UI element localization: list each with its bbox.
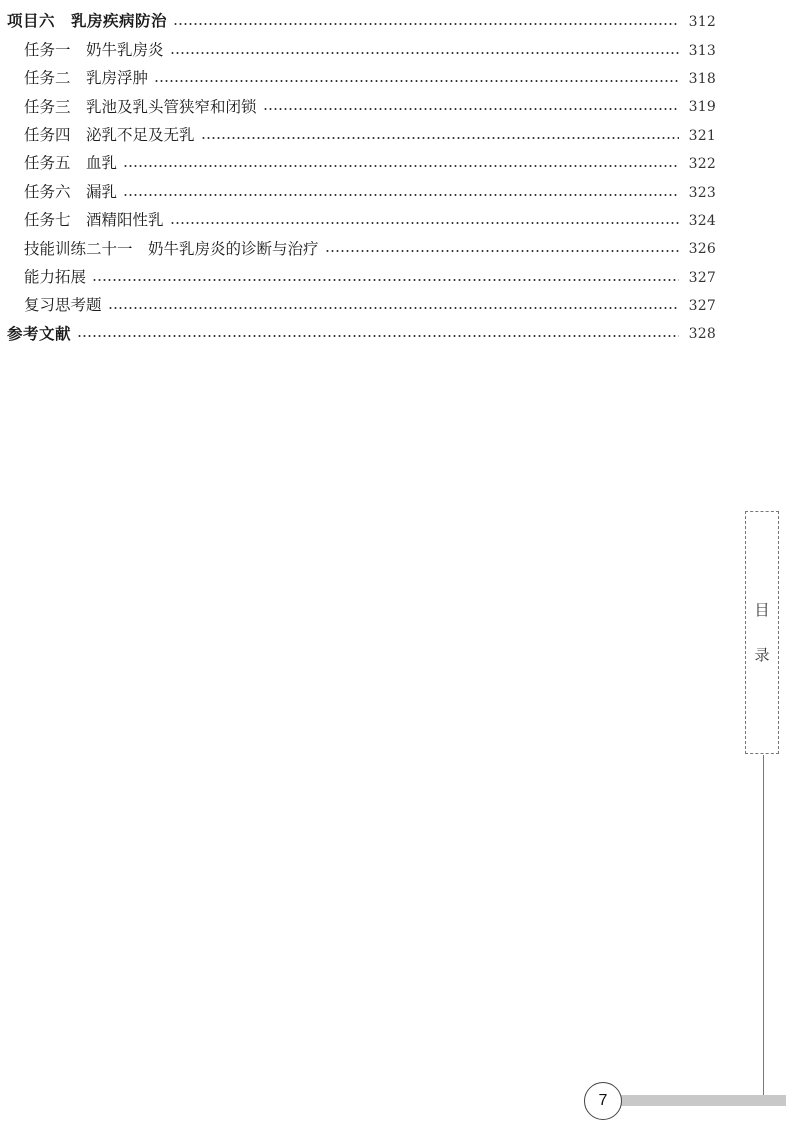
toc-entry-label: 任务三 乳池及乳头管狭窄和闭锁: [24, 97, 257, 116]
toc-entry-label: 任务二 乳房浮肿: [24, 69, 149, 88]
footer-bar: [612, 1095, 786, 1106]
dot-leader: [173, 23, 679, 25]
toc-entry-page: 326: [688, 241, 716, 258]
toc-entry-skill-training-21[interactable]: [0, 235, 716, 263]
toc-entry-chapter-6[interactable]: [0, 8, 716, 36]
toc-entry-label: 技能训练二十一 奶牛乳房炎的诊断与治疗: [24, 239, 319, 258]
dot-leader: [123, 165, 679, 167]
toc-entry-page: 323: [688, 184, 716, 201]
toc-entry-task-2[interactable]: [0, 65, 716, 93]
toc-entry-label: 任务五 血乳: [24, 154, 118, 173]
dot-leader: [201, 137, 679, 139]
toc-entry-task-4[interactable]: [0, 122, 716, 150]
dot-leader: [263, 108, 679, 110]
toc-entry-label: 任务六 漏乳: [24, 182, 118, 201]
side-tab-char: 目: [754, 600, 770, 619]
toc-entry-page: 324: [688, 212, 716, 229]
toc-entry-label: 任务一 奶牛乳房炎: [24, 40, 164, 59]
toc-entry-task-5[interactable]: [0, 150, 716, 178]
dot-leader: [92, 279, 679, 281]
toc-entry-label: 任务四 泌乳不足及无乳: [24, 126, 195, 144]
toc-entry-page: 322: [688, 156, 716, 173]
dot-leader: [123, 194, 679, 196]
dot-leader: [170, 52, 679, 54]
toc-entry-page: 328: [688, 326, 716, 343]
dot-leader: [77, 335, 679, 337]
dot-leader: [325, 250, 679, 252]
page-number-badge: [584, 1082, 622, 1120]
toc-entry-page: 318: [688, 70, 716, 87]
toc-entry-page: 319: [688, 99, 716, 116]
dot-leader: [108, 307, 679, 309]
toc-entry-page: 321: [688, 127, 716, 144]
side-vertical-rule: [763, 755, 764, 1097]
dot-leader: [170, 222, 679, 224]
toc-entry-page: 327: [688, 269, 716, 286]
toc-entry-label: 复习思考题: [24, 296, 102, 315]
side-tab-char: 录: [754, 645, 770, 664]
toc-entry-label: 任务七 酒精阳性乳: [24, 211, 164, 230]
toc-entry-ability-extension[interactable]: [0, 264, 716, 292]
toc-entry-task-7[interactable]: [0, 207, 716, 235]
toc-entry-label: 参考文献: [7, 324, 72, 343]
toc-entry-page: 327: [688, 298, 716, 315]
toc-entry-label: 项目六 乳房疾病防治: [7, 12, 168, 31]
toc-entry-task-1[interactable]: [0, 36, 716, 64]
toc-entry-page: 312: [688, 14, 716, 31]
toc-entry-label: 能力拓展: [24, 267, 87, 286]
side-section-tab: [745, 511, 779, 754]
toc-entry-review-questions[interactable]: [0, 292, 716, 320]
table-of-contents: [0, 8, 716, 349]
toc-entry-page: 313: [688, 42, 716, 59]
page-number: 7: [598, 1092, 608, 1109]
dot-leader: [154, 80, 679, 82]
toc-entry-task-3[interactable]: [0, 93, 716, 121]
toc-entry-references[interactable]: [0, 320, 716, 348]
toc-entry-task-6[interactable]: [0, 178, 716, 206]
